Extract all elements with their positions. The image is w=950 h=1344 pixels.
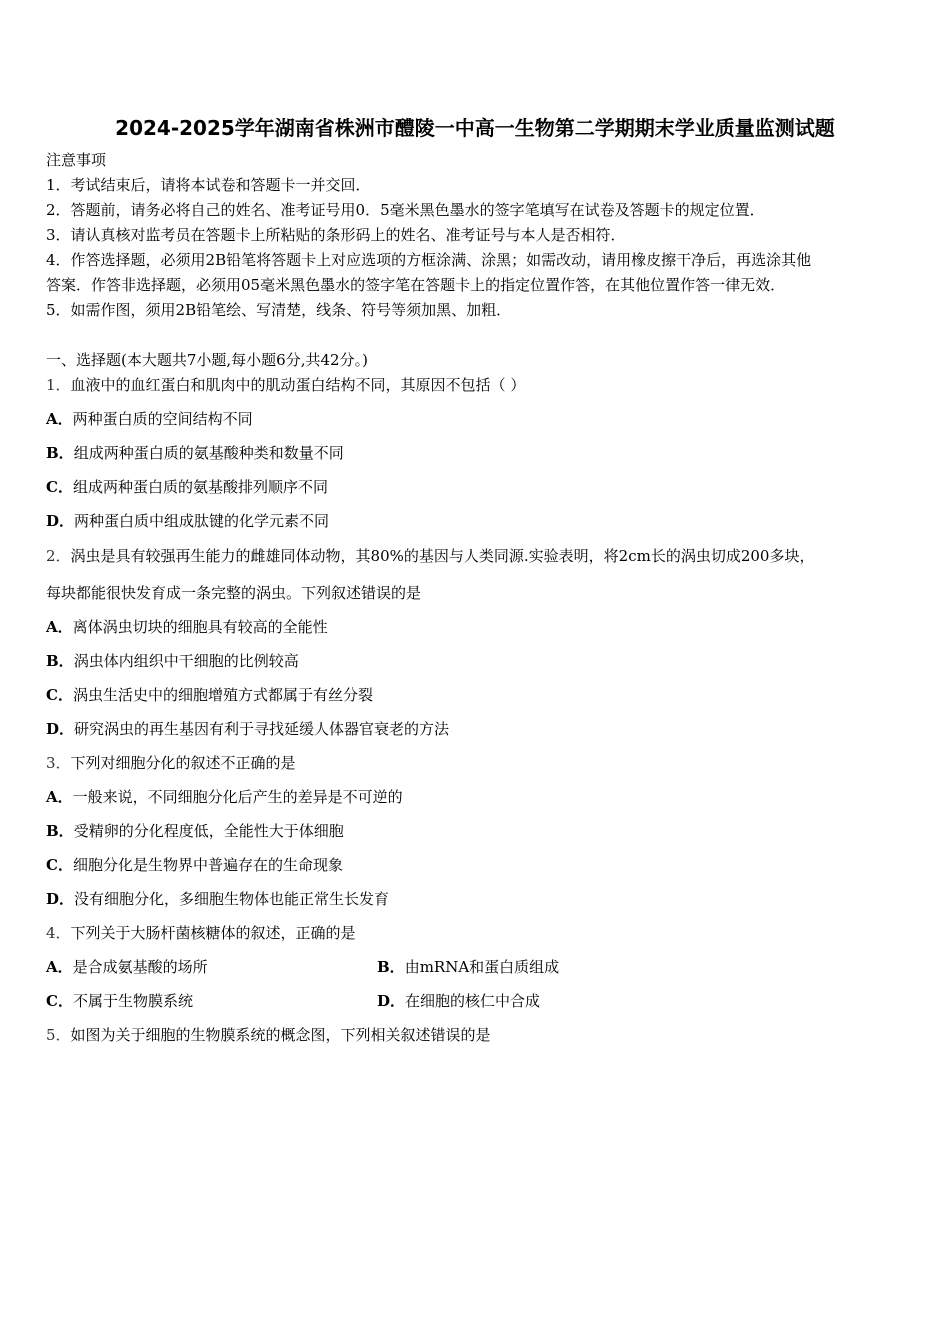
option-label: D． <box>46 512 75 530</box>
option <box>46 889 389 909</box>
option-label: D． <box>377 992 406 1010</box>
option <box>46 651 299 671</box>
notice-item: 2．答题前，请务必将自己的姓名、准考证号用0．5毫米黑色墨水的签字笔填写在试卷及答题卡的规定位置． <box>46 201 765 219</box>
option-label: B． <box>46 652 74 670</box>
option-label: A． <box>46 618 73 636</box>
option-label: D． <box>46 890 75 908</box>
page-title: 2024-2025学年湖南省株洲市醴陵一中高一生物第二学期期末学业质量监测试题 <box>115 116 835 140</box>
option <box>377 991 540 1011</box>
question-1 <box>46 375 525 395</box>
question-number: 5． <box>46 1026 71 1044</box>
option-text: 研究涡虫的再生基因有利于寻找延缓人体器官衰老的方法 <box>74 720 450 738</box>
option-text: 涡虫生活史中的细胞增殖方式都属于有丝分裂 <box>72 686 373 704</box>
option-label: C． <box>46 992 73 1010</box>
option-text: 由mRNA和蛋白质组成 <box>404 958 560 976</box>
notice-item: 4．作答选择题，必须用2B铅笔将答题卡上对应选项的方框涂满、涂黑；如需改动，请用橡皮擦干净后，再选涂其他 <box>46 251 812 269</box>
question-number: 4． <box>46 924 71 942</box>
option-text: 是合成氨基酸的场所 <box>72 958 208 976</box>
option-text: 细胞分化是生物界中普遍存在的生命现象 <box>72 856 343 874</box>
question-5 <box>46 1025 491 1045</box>
option <box>46 511 329 531</box>
question-stem-continued: 每块都能很快发育成一条完整的涡虫。下列叙述错误的是 <box>46 584 422 602</box>
question-2 <box>46 546 814 566</box>
option <box>46 617 328 637</box>
notice-heading: 注意事项 <box>46 151 107 169</box>
question-stem: 血液中的血红蛋白和肌肉中的肌动蛋白结构不同，其原因不包括（ ） <box>70 376 526 394</box>
option-text: 没有细胞分化，多细胞生物体也能正常生长发育 <box>74 890 390 908</box>
option <box>46 787 403 807</box>
option-text: 在细胞的核仁中合成 <box>405 992 541 1010</box>
option <box>377 957 559 977</box>
question-3 <box>46 753 296 773</box>
question-stem: 如图为关于细胞的生物膜系统的概念图，下列相关叙述错误的是 <box>70 1026 491 1044</box>
question-number: 3． <box>46 754 71 772</box>
option-label: C． <box>46 478 73 496</box>
question-stem: 下列对细胞分化的叙述不正确的是 <box>70 754 296 772</box>
option <box>46 991 193 1011</box>
notice-item: 1．考试结束后，请将本试卷和答题卡一并交回． <box>46 176 371 194</box>
option-label: A． <box>46 788 73 806</box>
option <box>46 685 373 705</box>
option-text: 组成两种蛋白质的氨基酸排列顺序不同 <box>72 478 328 496</box>
option <box>46 409 253 429</box>
notice-item: 答案．作答非选择题，必须用05毫米黑色墨水的签字笔在答题卡上的指定位置作答，在其他位置作答一律无效． <box>46 276 786 294</box>
option-label: D． <box>46 720 75 738</box>
option-label: C． <box>46 856 73 874</box>
option <box>46 957 208 977</box>
option-text: 不属于生物膜系统 <box>72 992 193 1010</box>
option-label: C． <box>46 686 73 704</box>
option-label: B． <box>377 958 405 976</box>
question-stem: 涡虫是具有较强再生能力的雌雄同体动物，其80%的基因与人类同源.实验表明，将2cm长的涡虫切成200多块， <box>70 547 815 565</box>
option-text: 离体涡虫切块的细胞具有较高的全能性 <box>72 618 328 636</box>
option-label: A． <box>46 410 73 428</box>
question-number: 1． <box>46 376 71 394</box>
option <box>46 719 449 739</box>
option-text: 两种蛋白质中组成肽键的化学元素不同 <box>74 512 330 530</box>
option <box>46 821 344 841</box>
notice-item: 5．如需作图，须用2B铅笔绘、写清楚，线条、符号等须加黑、加粗． <box>46 301 512 319</box>
notice-item: 3．请认真核对监考员在答题卡上所粘贴的条形码上的姓名、准考证号与本人是否相符． <box>46 226 626 244</box>
option-text: 涡虫体内组织中干细胞的比例较高 <box>73 652 299 670</box>
option-label: B． <box>46 444 74 462</box>
option-text: 两种蛋白质的空间结构不同 <box>72 410 253 428</box>
question-number: 2． <box>46 547 71 565</box>
question-stem: 下列关于大肠杆菌核糖体的叙述，正确的是 <box>70 924 356 942</box>
option <box>46 855 343 875</box>
option <box>46 477 328 497</box>
option-text: 受精卵的分化程度低，全能性大于体细胞 <box>73 822 344 840</box>
section-heading: 一、选择题(本大题共7小题,每小题6分,共42分。) <box>46 351 368 369</box>
option <box>46 443 344 463</box>
option-label: A． <box>46 958 73 976</box>
question-4 <box>46 923 356 943</box>
option-label: B． <box>46 822 74 840</box>
option-text: 组成两种蛋白质的氨基酸种类和数量不同 <box>73 444 344 462</box>
option-text: 一般来说，不同细胞分化后产生的差异是不可逆的 <box>72 788 403 806</box>
